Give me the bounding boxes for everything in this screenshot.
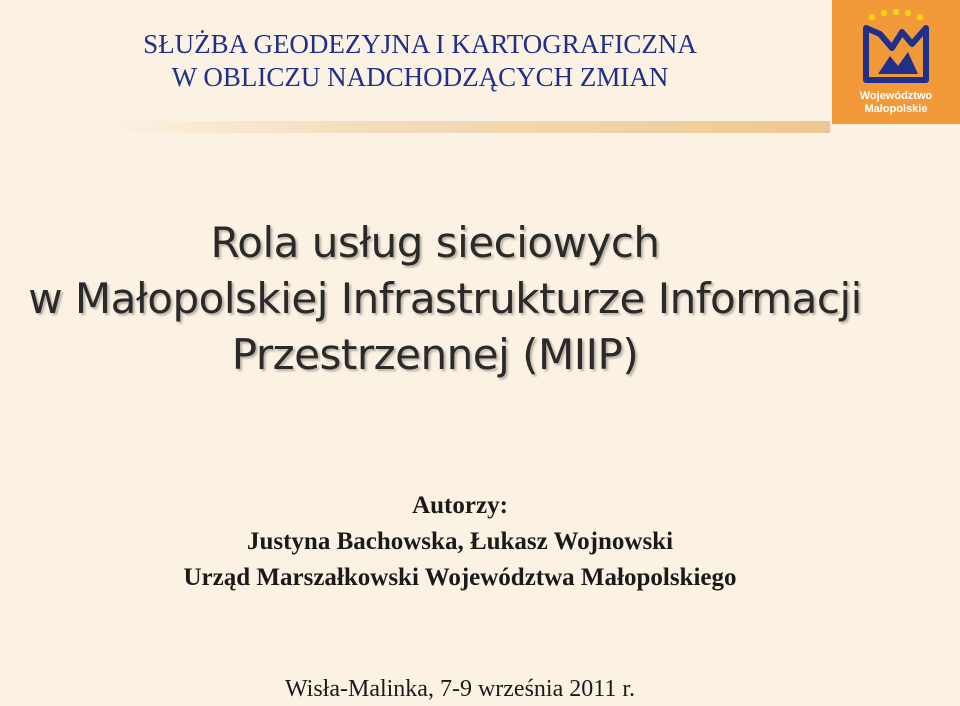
header-divider-band bbox=[100, 121, 830, 133]
star-icon bbox=[905, 10, 911, 16]
authors-block bbox=[0, 488, 920, 596]
logo-caption-line-1: Województwo bbox=[859, 90, 933, 102]
presentation-title-line-2: w Małopolskiej Infrastrukturze Informacji bbox=[28, 274, 862, 323]
logo-caption bbox=[832, 90, 960, 116]
conference-title bbox=[60, 28, 780, 94]
mountain-mark-icon bbox=[878, 52, 918, 74]
malopolska-logo bbox=[832, 0, 960, 124]
authors-institution: Urząd Marszałkowski Województwa Małopolskiego bbox=[183, 564, 737, 591]
conference-title-line-2: W OBLICZU NADCHODZĄCYCH ZMIAN bbox=[171, 62, 669, 92]
logo-caption-line-2: Małopolskie bbox=[864, 103, 928, 115]
star-icon bbox=[917, 14, 923, 20]
event-place-date: Wisła-Malinka, 7-9 września 2011 r. bbox=[284, 676, 636, 702]
presentation-title bbox=[0, 215, 960, 383]
authors-names: Justyna Bachowska, Łukasz Wojnowski bbox=[246, 528, 674, 555]
star-icon bbox=[881, 10, 887, 16]
conference-title-line-1: SŁUŻBA GEODEZYJNA I KARTOGRAFICZNA bbox=[143, 29, 697, 59]
presentation-title-line-3: Przestrzennej (MIIP) bbox=[231, 330, 639, 379]
star-icon bbox=[893, 9, 899, 15]
authors-label: Autorzy: bbox=[412, 492, 508, 519]
presentation-title-line-1: Rola usług sieciowych bbox=[210, 218, 660, 267]
star-icon bbox=[869, 14, 875, 20]
